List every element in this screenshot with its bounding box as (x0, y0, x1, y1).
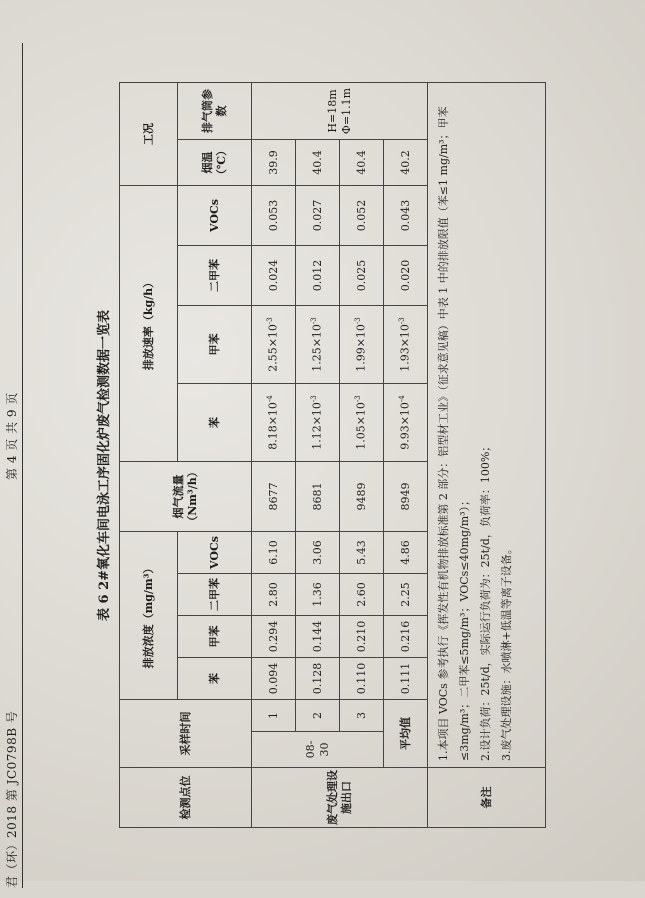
cell: 39.9 (252, 139, 296, 185)
remark-line: 2.设计负荷：25t/d，实际运行负荷为：25t/d，负荷率：100%； (478, 440, 492, 761)
sample-no: 1 (252, 700, 296, 732)
table-row (252, 82, 296, 827)
point-name: 废气处理设施出口 (252, 768, 428, 828)
table-row (340, 82, 384, 827)
cell: 0.027 (296, 185, 340, 245)
cell (252, 384, 296, 462)
stack-height: H=18m (325, 89, 339, 133)
cell: 2.60 (340, 574, 384, 616)
header-rate: 排放速率（kg/h） (120, 185, 178, 461)
cell (340, 384, 384, 462)
rate-exponent: -3 (354, 317, 363, 325)
header-point: 检测点位 (120, 768, 252, 828)
rate-mantissa: 1.25×10 (310, 324, 324, 372)
cell: 0.052 (340, 185, 384, 245)
sample-no: 2 (296, 700, 340, 732)
cell: 40.4 (340, 139, 384, 185)
cell: 40.4 (296, 139, 340, 185)
sample-no: 3 (340, 700, 384, 732)
header-concentration: 排放浓度（mg/m³） (120, 532, 178, 700)
average-row (384, 82, 428, 827)
cell: 3.06 (296, 532, 340, 574)
rate-exponent: -3 (354, 395, 363, 403)
average-label: 平均值 (384, 700, 428, 768)
remark-line: 1.本项目 VOCs 参考执行《挥发性有机物排放标准第 2 部分：铝型材工业》（征求意见稿）中表 1 中的排放限值（苯≤1 mg/m³；甲苯≤3mg/m³；二甲苯≤5mg/m³；VOCs≤40mg/m³）； (437, 106, 471, 761)
rate-exponent: -3 (310, 395, 319, 403)
cell (340, 306, 384, 384)
table-title: 表 6 2#氧化车间电泳工序固化炉废气检测数据一览表 (97, 309, 112, 622)
sub-toluene: 甲苯 (178, 616, 252, 658)
rate-exponent: -3 (310, 317, 319, 325)
cell: 0.053 (252, 185, 296, 245)
cell: 40.2 (384, 139, 428, 185)
rate-mantissa: 9.93×10 (398, 402, 412, 450)
cell: 0.294 (252, 616, 296, 658)
cell: 1.36 (296, 574, 340, 616)
rate-exponent: -4 (398, 395, 407, 403)
header-condition: 工况 (120, 82, 178, 185)
sub-vocs: VOCs (178, 532, 252, 574)
remarks-text (428, 82, 546, 767)
header-rule (22, 43, 23, 888)
cell: 6.10 (252, 532, 296, 574)
cell (296, 384, 340, 462)
sample-date: 08-30 (252, 732, 384, 768)
rate-exponent: -3 (266, 317, 275, 325)
cell: 0.128 (296, 658, 340, 700)
remarks-row (428, 82, 546, 827)
page-number: 第 4 页 共 9 页 (5, 392, 19, 480)
rate-exponent: -4 (266, 395, 275, 403)
rate-exponent: -3 (398, 317, 407, 325)
cell: 2.80 (252, 574, 296, 616)
cell: 0.210 (340, 616, 384, 658)
cell: 0.025 (340, 246, 384, 306)
cell: 8681 (296, 462, 340, 532)
cell: 0.043 (384, 185, 428, 245)
cell: 8677 (252, 462, 296, 532)
cell: 0.094 (252, 658, 296, 700)
sub-rate-toluene: 甲苯 (178, 306, 252, 384)
sub-rate-benzene: 苯 (178, 384, 252, 462)
header-flow: 烟气流量（Nm³/h） (120, 462, 252, 532)
rotated-page-content (0, 33, 595, 898)
rate-mantissa: 1.12×10 (310, 402, 324, 450)
stack-diameter: Φ=1.1m (339, 87, 353, 135)
sub-rate-vocs: VOCs (178, 185, 252, 245)
cell: 0.012 (296, 246, 340, 306)
cell: 2.25 (384, 574, 428, 616)
rate-mantissa: 8.18×10 (266, 402, 280, 450)
report-number: 君（环）2018 第 JC0798B 号 (5, 710, 19, 888)
remarks-label: 备注 (428, 768, 546, 828)
stack-params (252, 82, 428, 139)
remark-line: 3.废气处理设施：水喷淋+低温等离子设备。 (499, 543, 513, 761)
rate-mantissa: 1.99×10 (354, 324, 368, 372)
cell (296, 306, 340, 384)
cell: 9489 (340, 462, 384, 532)
cell: 0.024 (252, 246, 296, 306)
table-row (296, 82, 340, 827)
cell: 4.86 (384, 532, 428, 574)
sub-stack: 排气筒参数 (178, 82, 252, 139)
rate-mantissa: 1.05×10 (354, 402, 368, 450)
cell: 0.144 (296, 616, 340, 658)
rate-mantissa: 1.93×10 (398, 324, 412, 372)
sub-temperature: 烟温（℃） (178, 139, 252, 185)
sub-xylene: 二甲苯 (178, 574, 252, 616)
data-table (119, 82, 546, 828)
header-time: 采样时间 (120, 700, 252, 768)
cell (384, 306, 428, 384)
cell: 0.110 (340, 658, 384, 700)
sub-benzene: 苯 (178, 658, 252, 700)
cell: 8949 (384, 462, 428, 532)
cell (252, 306, 296, 384)
cell: 0.020 (384, 246, 428, 306)
cell: 5.43 (340, 532, 384, 574)
cell: 0.216 (384, 616, 428, 658)
cell (384, 384, 428, 462)
rate-mantissa: 2.55×10 (266, 324, 280, 372)
cell: 0.111 (384, 658, 428, 700)
sub-rate-xylene: 二甲苯 (178, 246, 252, 306)
